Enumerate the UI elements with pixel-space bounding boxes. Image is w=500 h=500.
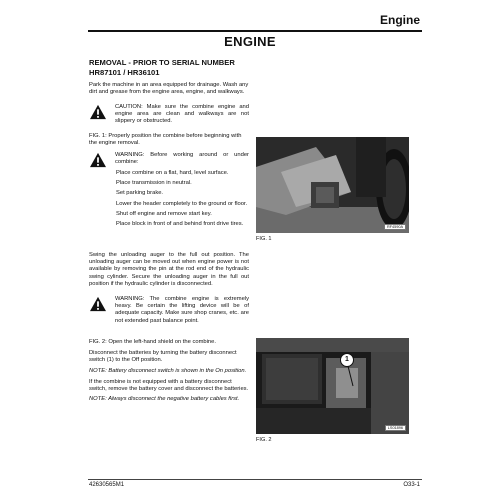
list-item: Shut off engine and remove start key.: [116, 210, 212, 217]
warning-triangle-icon: [89, 152, 107, 168]
fig2-step-paragraph: FIG. 2: Open the left-hand shield on the combine.: [89, 339, 216, 345]
fig1-step-paragraph: FIG. 1: Properly position the combine before beginning with the engine removal.: [89, 133, 242, 147]
lower-text-column: [89, 339, 249, 403]
list-item: Place combine on a flat, hard, level surface.: [116, 170, 229, 176]
combine-side-photo: [256, 137, 409, 233]
safety-steps-list: [116, 170, 250, 231]
list-item: Lower the header completely to the ground or floor.: [116, 200, 248, 207]
warning-1-text: WARNING: Before working around or under combine:: [115, 152, 249, 166]
footer-rule: [88, 479, 422, 480]
figure-1-caption: FIG. 1: [256, 236, 272, 242]
note-1: NOTE: Battery disconnect switch is shown in the On position.: [89, 367, 247, 374]
list-item: Place transmission in neutral.: [116, 180, 192, 187]
caution-text: CAUTION: Make sure the combine engine and engine area are clean and walkways are not slippery or obstructed.: [115, 104, 249, 125]
callout-number: 1: [345, 356, 349, 363]
warning-triangle-icon: [89, 104, 107, 120]
section-heading: [89, 58, 269, 78]
footer-doc-number: 42630565M1: [89, 482, 125, 488]
header-rule: [88, 30, 422, 32]
figure-2-tag: LS01896: [385, 425, 406, 431]
disconnect-paragraph: Disconnect the batteries by turning the battery disconnect switch (1) to the Off position.: [89, 350, 237, 364]
warning-block-2: [89, 296, 249, 332]
section-heading-line-1: REMOVAL - PRIOR TO SERIAL NUMBER: [89, 58, 235, 67]
warning-2-text: WARNING: The combine engine is extremely heavy. Be certain the lifting device will be of adequate capacity. Make sure shop cranes, etc. are not extended past balance point.: [115, 296, 249, 324]
figure-1-tag: RF4590A: [384, 224, 406, 230]
callout-leader-line: [256, 338, 409, 434]
section-heading-line-2: HR87101 / HR36101: [89, 68, 160, 77]
swing-auger-paragraph: Swing the unloading auger to the full out position. The unloading auger can be moved out when engine power is not available by removing the pin at the rod end of the hydraulic swing cylinder. Secure the unloading auger in the full out position if the hydraulic cylinder is disconnected.: [89, 252, 249, 287]
warning-triangle-icon: [89, 296, 107, 312]
no-switch-paragraph: If the combine is not equipped with a battery disconnect switch, remove the battery cover and disconnect the batteries.: [89, 378, 249, 393]
list-item: Place block in front of and behind front drive tires.: [116, 221, 244, 228]
header-section-title: Engine: [379, 13, 420, 27]
list-item: Set parking brake.: [116, 190, 164, 197]
caution-block: [89, 104, 249, 128]
warning-block-1: [89, 152, 249, 170]
figure-2-caption: FIG. 2: [256, 437, 272, 443]
page-title: ENGINE: [224, 34, 276, 49]
footer-page-number: O33-1: [403, 482, 420, 488]
note-2: NOTE: Always disconnect the negative battery cables first.: [89, 396, 240, 403]
figure-2-image: [256, 338, 409, 434]
figure-1-image: [256, 137, 409, 233]
intro-paragraph: Park the machine in an area equipped for drainage. Wash any dirt and grease from the engine area, engine, and walkways.: [89, 82, 249, 96]
